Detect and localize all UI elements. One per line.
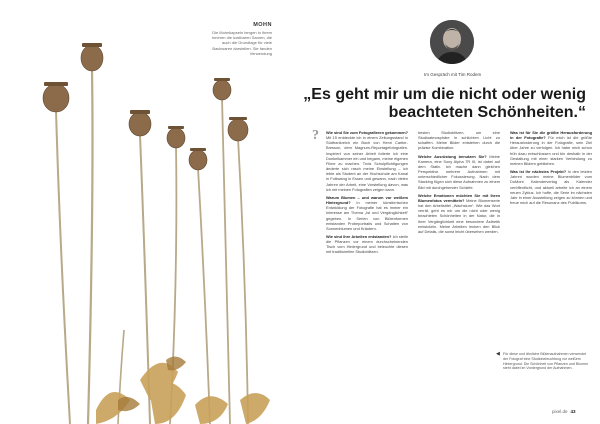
author-portrait [430, 20, 474, 64]
photo-caption [206, 22, 272, 56]
answer: Meine Blumenserie hat den Arbeitstitel „Wachstum“. Wie das Wort verrät, geht es mir um die nicht oder wenig beachteten Schönheiten in der Natur, die in ihrer Vergänglichkeit eine besondere Ästhetik entwickeln. Meine Arbeiten lenken den Blick auf Details, die sonst leicht übersehen werden. [418, 197, 500, 234]
headline: „Es geht mir um die nicht oder wenig beachteten Schönheiten.“ [303, 86, 586, 121]
portrait-image [430, 20, 474, 64]
folio-label: pixel.de [552, 409, 568, 414]
caption-text: Die Mohnkapseln bergen in ihrem Inneren die kostbaren Samen, die auch die Grundlage für viele Backwaren darstellen. Sie fanden Verwendung [211, 30, 272, 56]
poppy-photo [0, 0, 290, 424]
question: Wie sind Ihre Arbeiten entstanden? [326, 233, 392, 239]
answer: Für mich ist die größte Herausforderung in der Fotografie, sein Ziel über Jahre zu verfolgen. Ich habe mich schon früh dazu entschlossen und bin deshalb in der Gestaltung mit einer starken Verbindung zu meinen Bildern geblieben. [510, 135, 592, 166]
page-number: 43 [570, 409, 576, 414]
paragraph [326, 130, 408, 192]
question: Was ist Ihr nächstes Projekt? [510, 169, 567, 175]
column-2 [418, 130, 500, 237]
answer: besten Studioblitzen, um eine Studioatmosphäre in schlichten Licht zu schaffen. Meine Bilder entstehen durch die präzise Kombination. [418, 130, 500, 151]
question: Welche Ausrüstung benutzen Sie? [418, 153, 487, 159]
poppy-illustration [0, 0, 290, 424]
paragraph [510, 130, 592, 166]
question-mark-icon: ? [312, 128, 319, 143]
paragraph [510, 169, 592, 205]
caption-arrow-icon: ◀ [496, 351, 500, 357]
caption-body: Für diese und ähnliche Blütenaufnahmen verwendet der Fotograf eine Studiobeleuchtung vor weißem Hintergrund. Die Schönheit von Pflanzen und Blumen steht dabei im Vordergrund der Aufnahmen. [503, 352, 589, 371]
paragraph [418, 130, 500, 151]
answer: Ich stelle die Pflanzen vor einem durchscheinenden Tisch vom Hintergrund und beleuchte diesen mit traditionellen Studioblitzen. [326, 233, 408, 255]
question: Welche Emotionen möchten Sie mit Ihren Blumenfotos vermitteln? [418, 192, 500, 203]
page-folio [552, 409, 576, 414]
answer: Meine Kamera, eine Sony Alpha 7R III, ist dabei auf dem Stativ. Ich mache dann gleichen Perspektive mehrere Aufnahmen mit unterschiedlicher Fokussierung. Nach dem Stacking fügen sich diese Aufnahmen zu einem Bild mit durchgehender Schärfe. [418, 153, 500, 190]
question: Warum Blumen – und warum vor weißem Hintergrund? [326, 194, 408, 206]
caption-title: MOHN [253, 22, 272, 28]
question: Wie sind Sie zum Fotografieren gekommen? [326, 130, 408, 135]
answer: Mit 15 entdeckte ich in einem Zeitungsstand in Südfrankreich ein Buch von Henri Cartier-Bresson, dem Magnum-Reportagefotografen. Inspiriert von seiner Arbeit fotierte ich eine Dunkelkammer ein und begann, meine eigenen Filme zu machen. Trotz Schulpflichtigungen änderte sich rasch meine Einstellung – ich lebte als Student an der Hochschule am Kanal in Folkwang in Essen und gewann, nach vielen Jahren der Arbeit, eine Vorstellung davon, was ich mit meinen Fotografien zeigen kann. [326, 135, 408, 192]
paragraph [326, 234, 408, 255]
paragraph [326, 195, 408, 231]
column-3 [510, 130, 592, 208]
paragraph [418, 193, 500, 234]
answer: In den letzten Jahren wurden meine Blumenbilder vom DuMont Kalenderverlag als Kalender veröffentlicht, und aktuell arbeite ich an einem neuen Zyklus. Ich hoffe, die Serie im nächsten Jahr in einer Ausstellung zeigen zu können und freue mich auf die Resonanz des Publikums. [510, 169, 592, 206]
answer: In meiner künstlerischen Entwicklung der Fotografie hat es immer ein Interesse am Thema „Ist und Vergänglichkeit“ gegeben. In Serien von Blütenformen entstanden Probeportraits und Schatten von Sonnenblumen und Kräutern. [326, 200, 408, 231]
question: Was ist für Sie die größte Herausforderung in der Fotografie? [510, 130, 592, 141]
paragraph [418, 154, 500, 190]
interview-label: Im Gespräch mit Tim Rodem [424, 72, 482, 77]
image-caption [496, 351, 591, 371]
column-1 [326, 130, 408, 258]
